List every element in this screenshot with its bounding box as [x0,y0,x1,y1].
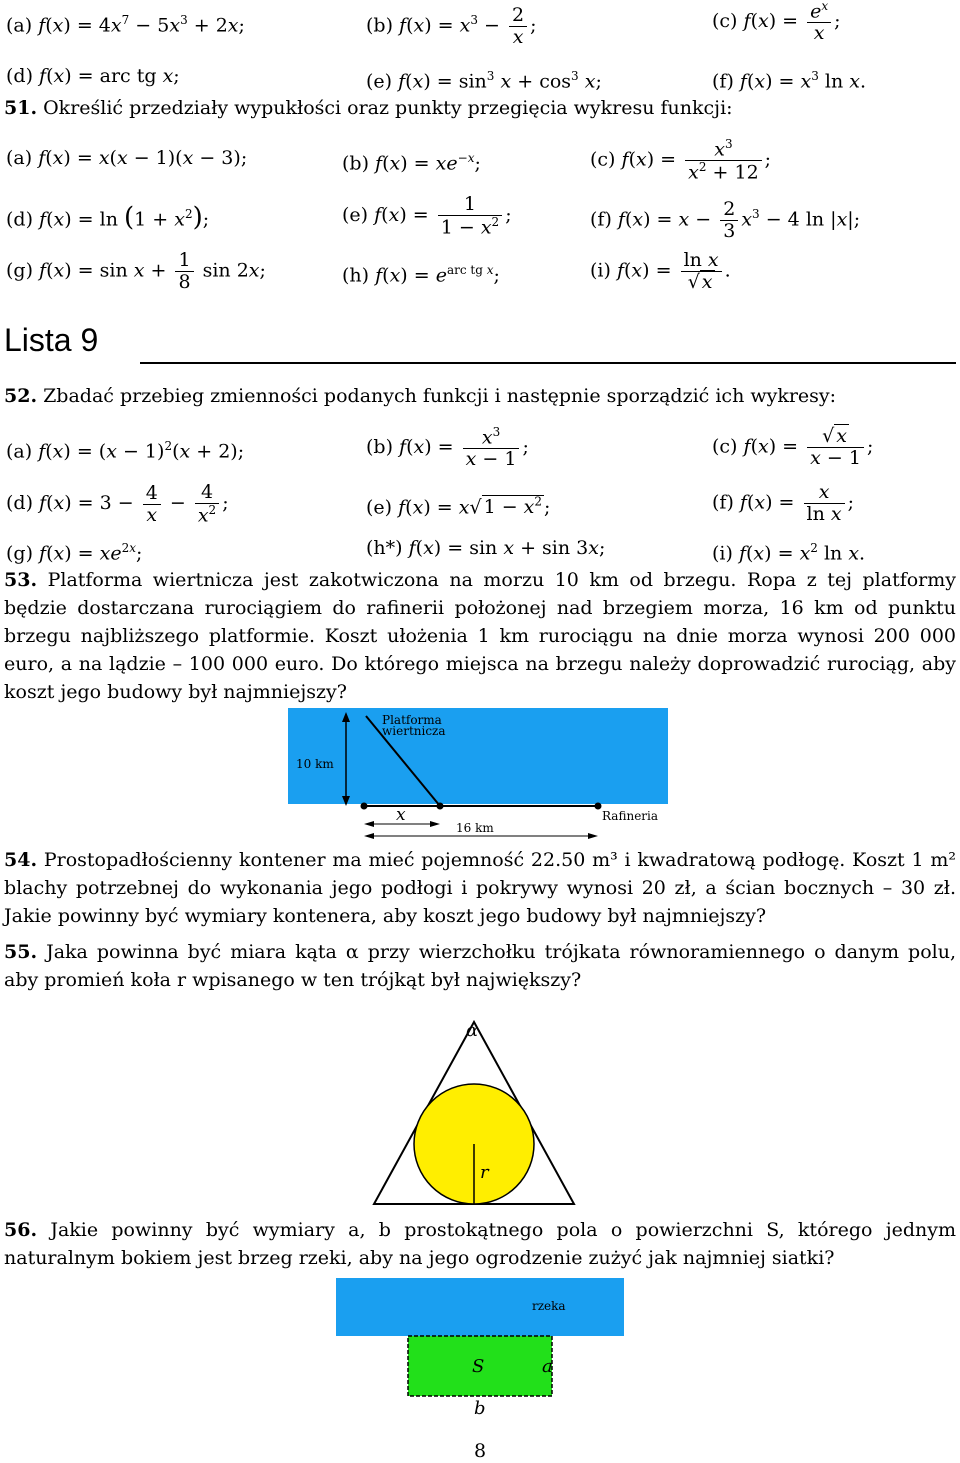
shore-point [361,803,368,810]
item-label: (b) [366,14,393,37]
item-label: (d) [6,65,33,87]
item-label: (f) [712,70,734,93]
problem-56: 56. Jakie powinny być wymiary a, b prostokątnego pola o powierzchni S, którego jednym naturalnym bokiem jest brzeg rzeki, aby na jego ogrodzenie zużyć jak najmniej siatki? [4,1219,956,1269]
x-dim-arrow-left [364,821,374,827]
river-region [336,1278,624,1336]
field-figure [336,1278,624,1422]
problem-52-intro: 52. Zbadać przebieg zmienności podanych funkcji i następnie sporządzić ich wykresy: [4,385,837,407]
radius-label: r [480,1162,489,1183]
item-label: (e) [366,70,393,93]
problem-51-intro: 51. Określić przedziały wypukłości oraz punkty przegięcia wykresu funkcji: [4,97,733,119]
prev-row-2: (d) f(x) = arc tg x; (e) $f(x) = \sin^3 x + \cos^3 x$; (f) $f(x) = x^3$ ln x. [6,65,867,93]
item-label: (a) [6,14,33,37]
problem-51-row-3: (g) f(x) = sin x + $\frac{1}{8}$ sin 2x; (h) $f(x) = e^{arc tg x}$; (i) f(x) = $\frac{\text{ln x}}{√ x}$ . [6,249,731,293]
problem-52-row-3: (g) $f(x) = xe^{2x}$; (h*) f(x) = sin x + sin 3x; (i) $f(x) = x^2$ ln x. [6,537,866,565]
refinery-point [595,803,602,810]
page-number: 8 [473,1440,487,1462]
problem-51-row-2: (d) $f(x) = \ln (1 + x^2)$; (e) f(x) = $\frac{1}{1 - x^2}$ ; (f) f(x) = x − $\frac{2}{3}$ $x^3 - 4$ ln |x|; [6,193,861,242]
problem-54: 54. Prostopadłościenny kontener ma mieć pojemność 22.50 m³ i kwadratową podłogę. Koszt 1 m² blachy potrzebnej do wykonania jego podłogi i pokrywy wynosi 20 zł, a ścian bocznych – 30 zł. Jakie powinny być wymiary kontenera, aby koszt jego budowy był najmniejszy? [4,849,956,927]
x-label: x [396,805,406,825]
river-label: rzeka [532,1299,566,1313]
dist-dim-arrow-right [588,833,598,839]
pipeline-figure [288,706,668,840]
landing-point [437,803,444,810]
platform-label-1: Platforma [382,713,442,727]
problem-52-row-2: (d) f(x) = 3 − $\frac{4}{x}$ − $\frac{4}{x^2}$ ; (e) f(x) = x√ $1 - x^2$ ; (f) f(x) = $\frac{x}{\text{ln x}}$ ; [6,481,854,527]
problem-52-row-1: (a) $f(x) = (x - 1)^2(x + 2)$; (b) f(x) = $\frac{x^3}{x - 1}$ ; (c) f(x) = $\frac{√ x}{x - 1}$ ; [6,425,874,471]
item-label: (c) [712,10,738,33]
side-a-label: a [542,1356,553,1377]
x-dim-arrow-right [430,821,440,827]
triangle-figure [368,1014,580,1210]
prev-row-1: (a) $f(x) = 4x^7 - 5x^3 + 2x$; (b) $f(x) = x^3$ − $\frac{2}{x}$ ; (c) f(x) = $\frac{e^x}{x}$ ; [6,0,841,48]
problem-51-row-1: (a) f(x) = x(x − 1)(x − 3); (b) $f(x) = xe^{-x}$; (c) f(x) = $\frac{x^3}{x^2 + 12}$ ; [6,137,772,184]
heading-rule [140,362,956,364]
angle-label: α [466,1020,479,1041]
platform-label-2: wiertnicza [382,724,446,738]
refinery-label: Rafineria [602,809,659,823]
section-heading: Lista 9 [4,322,99,358]
problem-53: 53. Platforma wiertnicza jest zakotwiczona na morzu 10 km od brzegu. Ropa z tej platformy będzie dostarczana rurociągiem do rafinerii położonej nad brzegiem morza, 16 km od punktu brzegu najbliższego platformie. Koszt ułożenia 1 km rurociągu na dnie morza wynosi 200 000 euro, a na lądzie – 100 000 euro. Do którego miejsca na brzegu należy doprowadzić rurociąg, aby koszt jego budowy był najmniejszy? [4,569,957,703]
distance-label: 16 km [456,821,494,835]
area-label: S [472,1356,485,1377]
dist-dim-arrow-left [364,833,374,839]
problem-55: 55. Jaka powinna być miara kąta α przy wierzchołku trójkata równoramiennego o danym polu, aby promień koła r wpisanego w ten trójkąt był największy? [4,941,956,991]
depth-label: 10 km [296,757,334,771]
sea-region [288,708,668,804]
side-b-label: b [474,1398,486,1419]
